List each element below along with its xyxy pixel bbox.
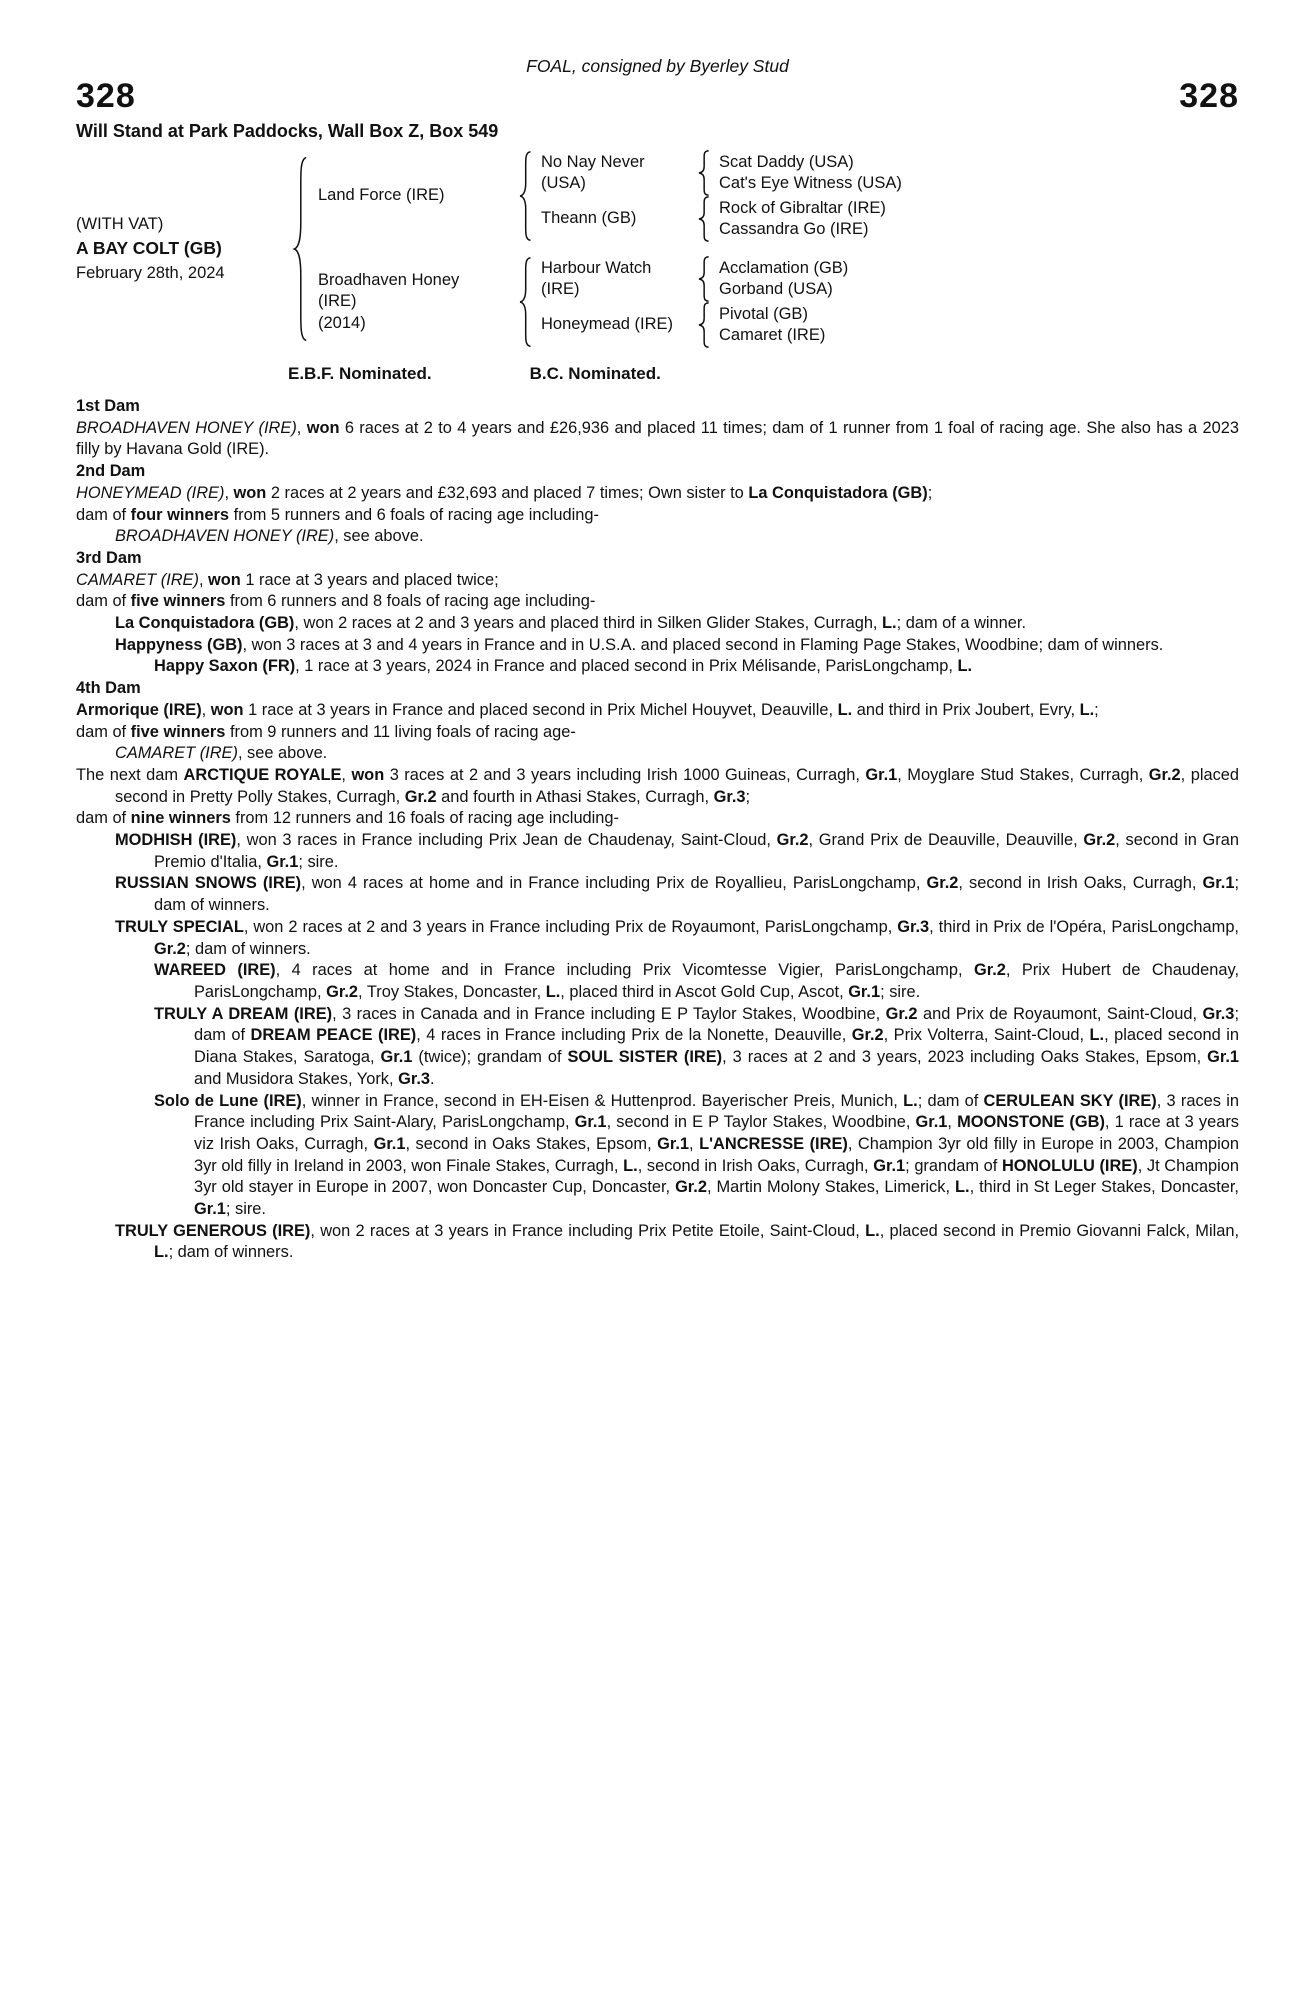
great-grandsire-name: Rock of Gibraltar (IRE) <box>719 198 886 217</box>
text-run: Gr.2 <box>154 939 186 958</box>
text-run: , Prix Volterra, Saint-Cloud, <box>883 1026 1090 1045</box>
maternal-granddam-row <box>541 302 848 348</box>
great-grandsire-name: Pivotal (GB) <box>719 304 808 323</box>
text-run: from 12 runners and 16 foals of racing age including- <box>230 809 620 828</box>
lot-number-row <box>76 76 1239 118</box>
text-run: dam of <box>76 809 131 828</box>
text-run: from 5 runners and 6 foals of racing age including- <box>229 505 599 524</box>
text-run: L. <box>545 982 561 1001</box>
text-run: Gr.1 <box>1202 874 1235 893</box>
text-run: L. <box>623 1156 638 1175</box>
text-run: , <box>947 1113 958 1132</box>
text-run: , Grand Prix de Deauville, Deauville, <box>808 831 1084 850</box>
pedigree-text-paragraph <box>76 1091 1239 1221</box>
brace-icon <box>697 302 710 348</box>
text-run: won <box>208 570 241 589</box>
pedigree-text-paragraph <box>76 960 1239 1003</box>
text-run: , third in St Leger Stakes, Doncaster, <box>969 1178 1239 1197</box>
text-run: 3 races at 2 and 3 years including Irish 1000 Guineas, Curragh, <box>384 765 866 784</box>
text-run: , placed second in Diana Stakes, Saratoga, <box>194 1026 1239 1067</box>
lot-number-left: 328 <box>76 77 136 115</box>
pedigree-text-paragraph <box>76 635 1239 657</box>
text-run: Gr.2 <box>1148 765 1181 784</box>
nominations-row <box>76 364 1239 384</box>
text-run: 1 race at 3 years and placed twice; <box>240 570 499 589</box>
maternal-grandsire-row <box>541 256 848 302</box>
text-run: TRULY SPECIAL <box>115 917 244 936</box>
text-run: , Martin Molony Stakes, Limerick, <box>706 1178 955 1197</box>
sire-name: Land Force (IRE) <box>318 186 445 205</box>
text-run: . <box>430 1069 435 1088</box>
text-run: , <box>224 483 234 502</box>
lot-info <box>76 150 290 348</box>
paternal-grandsire-row <box>541 150 902 196</box>
dam-name: Broadhaven Honey (IRE) <box>318 270 460 311</box>
horse-description: A BAY COLT (GB) <box>76 238 222 259</box>
text-run: from 6 runners and 8 foals of racing age including- <box>225 592 596 611</box>
text-run: (twice); grandam of <box>412 1048 568 1067</box>
text-run: five winners <box>130 722 226 741</box>
text-run: L. <box>954 1178 970 1197</box>
pedigree-text-paragraph <box>76 1004 1239 1091</box>
great-granddam-name: Cat's Eye Witness (USA) <box>719 174 902 192</box>
sire-parents <box>541 150 902 242</box>
text-run: dam of <box>76 505 131 524</box>
great-grandsire-name: Scat Daddy (USA) <box>719 152 854 171</box>
text-run: ; sire. <box>880 982 921 1001</box>
pedigree-text-paragraph <box>76 722 1239 744</box>
great-grandsire-name: Acclamation (GB) <box>719 258 849 277</box>
text-run: Gr.1 <box>373 1134 406 1153</box>
text-run: CAMARET (IRE) <box>115 744 238 763</box>
text-run: Gr.1 <box>380 1048 413 1067</box>
text-run: Happy Saxon (FR) <box>154 657 296 676</box>
pedigree-table <box>76 150 1239 348</box>
text-run: BROADHAVEN HONEY (IRE) <box>76 418 297 437</box>
text-run: , second in Irish Oaks, Curragh, <box>958 874 1203 893</box>
text-run: won <box>233 483 267 502</box>
text-run: Gr.2 <box>1083 831 1116 850</box>
brace-icon <box>518 150 532 242</box>
text-run: Gr.2 <box>926 874 959 893</box>
granddam-name: Honeymead (IRE) <box>541 315 674 334</box>
section-heading <box>76 678 1239 700</box>
text-run: Gr.2 <box>404 787 437 806</box>
pedigree-text-paragraph <box>76 873 1239 916</box>
text-run: and fourth in Athasi Stakes, Curragh, <box>436 787 714 806</box>
text-run: Gr.2 <box>885 1004 918 1023</box>
text-run: ; dam of a winner. <box>896 614 1026 633</box>
grandsire-name: Harbour Watch (IRE) <box>541 258 652 298</box>
section-heading <box>76 548 1239 570</box>
text-run: , Champion 3yr old filly in Europe in 2003, Champion 3yr old filly in Ireland in 2003, won Finale Stakes, Curragh, <box>194 1134 1240 1175</box>
great-granddam-name: Cassandra Go (IRE) <box>719 220 869 238</box>
text-run: , <box>296 418 307 437</box>
text-run: 3rd Dam <box>76 548 142 567</box>
text-run: , Moyglare Stud Stakes, Curragh, <box>897 765 1149 784</box>
text-run: Solo de Lune (IRE) <box>154 1091 302 1110</box>
text-run: MODHISH (IRE) <box>115 831 237 850</box>
text-run: ARCTIQUE ROYALE <box>183 765 342 784</box>
granddam-name: Theann (GB) <box>541 209 637 228</box>
text-run: , Troy Stakes, Doncaster, <box>358 982 546 1001</box>
text-run: 2 races at 2 years and £32,693 and placed 7 times; Own sister to <box>266 483 749 502</box>
text-run: 4th Dam <box>76 679 141 698</box>
text-run: , third in Prix de l'Opéra, ParisLongchamp, <box>929 917 1239 936</box>
text-run: , 1 race at 3 years, 2024 in France and placed second in Prix Mélisande, ParisLongchamp, <box>295 657 958 676</box>
text-run: , won 3 races at 3 and 4 years in France and in U.S.A. and placed second in Flaming Page Stakes, Woodbine; dam of winners. <box>242 635 1164 654</box>
bc-nominated-label: B.C. Nominated. <box>529 364 661 383</box>
pedigree-text-paragraph <box>76 830 1239 873</box>
sire-line <box>318 150 902 242</box>
brace-icon <box>292 154 308 344</box>
text-run: ; dam of winners. <box>185 939 311 958</box>
text-run: 1st Dam <box>76 397 140 415</box>
text-run: Armorique (IRE) <box>76 700 202 719</box>
text-run: Gr.3 <box>897 917 930 936</box>
text-run: won <box>351 765 385 784</box>
paternal-granddam-row <box>541 196 902 242</box>
text-run: ; <box>927 483 933 502</box>
great-grandparents <box>719 258 848 301</box>
text-run: and third in Prix Joubert, Evry, <box>852 700 1080 719</box>
grandsire-name: No Nay Never (USA) <box>541 152 645 192</box>
pedigree-text-paragraph <box>76 808 1239 830</box>
text-run: , placed third in Ascot Gold Cup, Ascot, <box>560 982 849 1001</box>
text-run: nine winners <box>130 809 231 828</box>
text-run: Gr.2 <box>675 1178 707 1197</box>
text-run: , second in E P Taylor Stakes, Woodbine, <box>606 1113 916 1132</box>
text-run: CERULEAN SKY (IRE) <box>983 1091 1157 1110</box>
text-run: La Conquistadora (GB) <box>115 614 295 633</box>
text-run: MOONSTONE (GB) <box>957 1113 1105 1132</box>
text-run: SOUL SISTER (IRE) <box>567 1048 723 1067</box>
pedigree-text-paragraph <box>76 700 1239 722</box>
text-run: , 3 races at 2 and 3 years, 2023 including Oaks Stakes, Epsom, <box>722 1048 1208 1067</box>
text-run: , Jt Champion 3yr old stayer in Europe in 2007, won Doncaster Cup, Doncaster, <box>194 1156 1239 1197</box>
text-run: , won 2 races at 3 years in France including Prix Petite Etoile, Saint-Cloud, <box>310 1221 866 1240</box>
text-run: ; dam of winners. <box>168 1243 294 1262</box>
text-run: , won 3 races in France including Prix Jean de Chaudenay, Saint-Cloud, <box>236 831 777 850</box>
text-run: Gr.2 <box>326 982 359 1001</box>
text-run: Gr.1 <box>266 852 299 871</box>
brace-icon <box>697 150 710 196</box>
consignor-line: FOAL, consigned by Byerley Stud <box>526 56 789 76</box>
text-run: , second in Oaks Stakes, Epsom, <box>405 1134 658 1153</box>
brace-icon <box>697 256 710 302</box>
pedigree-text-paragraph <box>76 570 1239 592</box>
section-heading <box>76 396 1239 418</box>
text-run: ; dam of <box>917 1091 984 1110</box>
text-run: , placed second in Premio Giovanni Falck, Milan, <box>879 1221 1240 1240</box>
text-run: ; <box>1094 700 1099 719</box>
pedigree-text-paragraph <box>76 613 1239 635</box>
text-run: , <box>201 700 211 719</box>
text-run: , second in Gran Premio d'Italia, <box>154 831 1240 871</box>
text-run: L. <box>903 1091 918 1110</box>
text-run: , Prix Hubert de Chaudenay, ParisLongchamp, <box>194 961 1239 1001</box>
text-run: RUSSIAN SNOWS (IRE) <box>115 874 302 893</box>
great-grandparents <box>719 152 902 195</box>
text-run: and Prix de Royaumont, Saint-Cloud, <box>917 1004 1203 1023</box>
text-run: , see above. <box>334 527 424 546</box>
text-run: L. <box>837 700 853 719</box>
pedigree-text-paragraph <box>76 591 1239 613</box>
text-run: , won 2 races at 2 and 3 years in France including Prix de Royaumont, ParisLongchamp, <box>243 917 898 936</box>
text-run: Happyness (GB) <box>115 635 243 654</box>
pedigree-text-paragraph <box>76 418 1239 461</box>
text-run: , won 2 races at 2 and 3 years and placed third in Silken Glider Stakes, Curragh, <box>294 614 883 633</box>
text-run: , won 4 races at home and in France including Prix de Royallieu, ParisLongchamp, <box>301 874 927 893</box>
vat-note: (WITH VAT) <box>76 214 164 233</box>
text-run: ; dam of winners. <box>154 874 1240 915</box>
text-run: dam of <box>76 592 131 611</box>
text-run: , 1 race at 3 years viz Irish Oaks, Curragh, <box>194 1113 1239 1153</box>
text-run: , see above. <box>237 744 328 763</box>
ebf-nominated-label: E.B.F. Nominated. <box>288 364 432 383</box>
great-granddam-name: Gorband (USA) <box>719 280 833 298</box>
text-run: dam of <box>76 722 131 741</box>
great-grandparents <box>719 198 886 241</box>
text-run: , placed second in Pretty Polly Stakes, Curragh, <box>115 765 1239 806</box>
text-run: Gr.1 <box>1207 1048 1240 1067</box>
text-run: Gr.2 <box>776 831 809 850</box>
text-run: , 4 races at home and in France including Prix Vicomtesse Vigier, ParisLongchamp, <box>275 961 974 980</box>
sire-cell <box>318 185 470 207</box>
text-run: four winners <box>130 505 230 524</box>
text-run: , <box>341 765 352 784</box>
pedigree-text-paragraph <box>76 526 1239 548</box>
dam-line <box>318 256 902 348</box>
text-run: 1 race at 3 years in France and placed second in Prix Michel Houyvet, Deauville, <box>243 700 838 719</box>
text-run: HONEYMEAD (IRE) <box>76 483 225 502</box>
text-run: L. <box>154 1243 169 1262</box>
text-run: , 3 races in Canada and in France including E P Taylor Stakes, Woodbine, <box>332 1004 886 1023</box>
text-run: five winners <box>130 592 226 611</box>
text-run: Gr.1 <box>865 765 898 784</box>
text-run: Gr.3 <box>1202 1004 1235 1023</box>
text-run: Gr.3 <box>713 787 746 806</box>
text-run: L'ANCRESSE (IRE) <box>699 1134 848 1153</box>
pedigree-text-paragraph <box>76 483 1239 505</box>
foal-date: February 28th, 2024 <box>76 263 225 282</box>
text-run: Gr.1 <box>848 982 881 1001</box>
text-run: ; sire. <box>298 852 339 871</box>
text-run: Gr.1 <box>915 1113 948 1132</box>
stand-location-line: Will Stand at Park Paddocks, Wall Box Z, Box 549 <box>76 121 499 141</box>
text-run: DREAM PEACE (IRE) <box>250 1026 417 1045</box>
pedigree-text-paragraph <box>76 1221 1239 1264</box>
dam-parents <box>541 256 848 348</box>
text-run: HONOLULU (IRE) <box>1001 1156 1138 1175</box>
text-run: ; dam of <box>194 1004 1239 1045</box>
text-run: , <box>198 570 209 589</box>
text-run: , 3 races in France including Prix Saint-Alary, ParisLongchamp, <box>194 1091 1239 1132</box>
catalogue-body <box>76 396 1239 1264</box>
dam-cell <box>318 270 470 335</box>
pedigree-text-paragraph <box>76 505 1239 527</box>
brace-icon <box>518 256 532 348</box>
text-run: , winner in France, second in EH-Eisen & Huttenprod. Bayerischer Preis, Munich, <box>301 1091 904 1110</box>
text-run: BROADHAVEN HONEY (IRE) <box>115 527 335 546</box>
text-run: TRULY A DREAM (IRE) <box>154 1004 333 1023</box>
text-run: Gr.1 <box>574 1113 607 1132</box>
text-run: 2nd Dam <box>76 462 146 481</box>
pedigree-text-paragraph <box>76 656 1239 678</box>
text-run: from 9 runners and 11 living foals of racing age- <box>225 722 576 741</box>
text-run: and Musidora Stakes, York, <box>194 1069 399 1088</box>
text-run: CAMARET (IRE) <box>76 570 199 589</box>
text-run: , <box>689 1134 700 1153</box>
text-run: Gr.1 <box>873 1156 906 1175</box>
text-run: L. <box>1089 1026 1105 1045</box>
text-run: ; grandam of <box>905 1156 1002 1175</box>
text-run: , 4 races in France including Prix de la Nonette, Deauville, <box>416 1026 852 1045</box>
text-run: ; sire. <box>225 1200 266 1219</box>
pedigree-text-paragraph <box>76 743 1239 765</box>
text-run: Gr.1 <box>657 1134 690 1153</box>
section-heading <box>76 461 1239 483</box>
dam-year: (2014) <box>318 313 366 332</box>
text-run: Gr.2 <box>851 1026 884 1045</box>
text-run: Gr.2 <box>973 961 1006 980</box>
lot-number-right: 328 <box>1179 77 1239 115</box>
brace-icon <box>697 196 710 242</box>
text-run: La Conquistadora (GB) <box>748 483 928 502</box>
text-run: Gr.3 <box>398 1069 430 1088</box>
text-run: won <box>306 418 340 437</box>
pedigree-text-paragraph <box>76 917 1239 960</box>
text-run: The next dam <box>76 765 184 784</box>
pedigree-tree <box>318 150 902 348</box>
great-grandparents <box>719 304 825 347</box>
great-granddam-name: Camaret (IRE) <box>719 326 826 344</box>
text-run: L. <box>865 1221 880 1240</box>
text-run: won <box>210 700 244 719</box>
text-run: L. <box>882 614 897 633</box>
pedigree-text-paragraph <box>76 765 1239 808</box>
text-run: L. <box>957 657 973 676</box>
text-run: WAREED (IRE) <box>154 961 276 980</box>
text-run: ; <box>745 787 751 806</box>
text-run: , second in Irish Oaks, Curragh, <box>637 1156 874 1175</box>
text-run: L. <box>1079 700 1095 719</box>
text-run: TRULY GENEROUS (IRE) <box>115 1221 311 1240</box>
text-run: Gr.1 <box>194 1200 226 1219</box>
text-run: 6 races at 2 to 4 years and £26,936 and placed 11 times; dam of 1 runner from 1 foal of racing age. She also has a 2023 filly by Havana Gold (IRE). <box>76 418 1239 459</box>
